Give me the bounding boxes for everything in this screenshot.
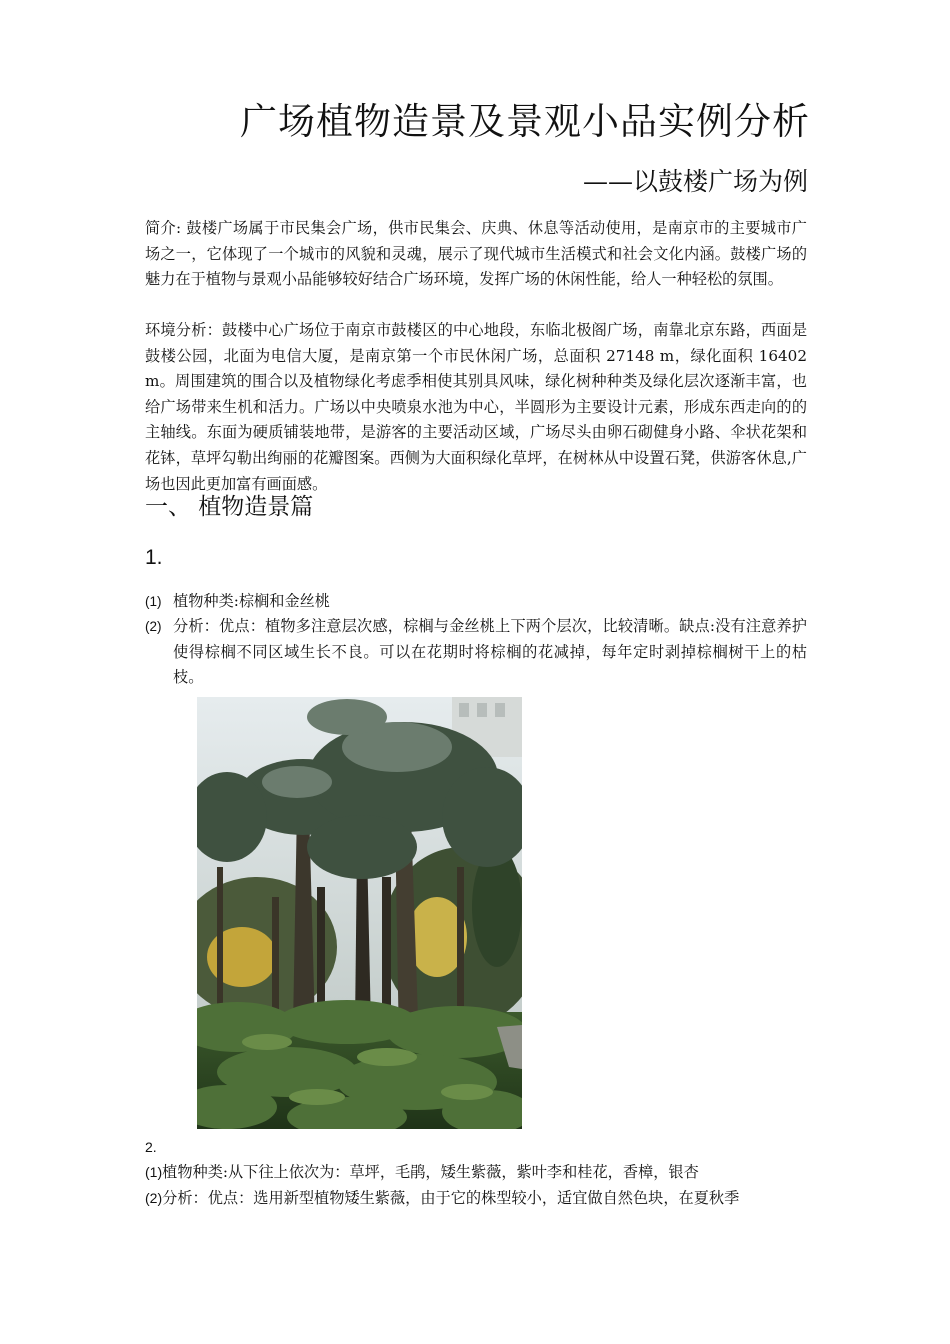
- item-text: 分析：优点：选用新型植物矮生紫薇，由于它的株型较小，适宜做自然色块，在夏秋季: [162, 1189, 740, 1207]
- item-number: (1): [145, 594, 162, 609]
- item-number: (1): [145, 1164, 163, 1180]
- document-subtitle: ——以鼓楼广场为例: [582, 167, 808, 196]
- palm-garden-illustration: [197, 697, 522, 1129]
- section-heading-plants: 一、 植物造景篇: [145, 494, 314, 520]
- item-text: 分析：优点：植物多注意层次感，棕榈与金丝桃上下两个层次，比较清晰。缺点:没有注意养护使得棕榈不同区域生长不良。可以在花期时将棕榈的花减掉，每年定时剥掉棕榈树干上的枯枝。: [173, 617, 807, 687]
- case-1-item-1: [145, 589, 807, 615]
- environment-paragraph: 环境分析：鼓楼中心广场位于南京市鼓楼区的中心地段，东临北极阁广场，南靠北京东路，西面是鼓楼公园，北面为电信大厦，是南京第一个市民休闲广场，总面积 27148 m，绿化面积 16402 m。周围建筑的围合以及植物绿化考虑季相使其别具风味，绿化树种种类及绿化层次逐渐丰富，也给广场带来生机和活力。广场以中央喷泉水池为中心，半圆形为主要设计元素，形成东西走向的的主轴线。东面为硬质铺装地带，是游客的主要活动区域，广场尽头由卵石砌健身小路、伞状花架和花钵，草坪勾勒出绚丽的花瓣图案。西侧为大面积绿化草坪，在树林从中设置石凳，供游客休息,广场也因此更加富有画面感。: [145, 321, 807, 493]
- document-title: 广场植物造景及景观小品实例分析: [240, 100, 810, 143]
- case-1-item-2: [145, 614, 807, 691]
- case-1-number: 1.: [145, 546, 163, 569]
- intro-paragraph: 简介: 鼓楼广场属于市民集会广场，供市民集会、庆典、休息等活动使用，是南京市的主要城市广场之一，它体现了一个城市的风貌和灵魂，展示了现代城市生活模式和社会文化内涵。鼓楼广场的魅力在于植物与景观小品能够较好结合广场环境，发挥广场的休闲性能，给人一种轻松的氛围。: [145, 219, 807, 289]
- item-text: 植物种类:棕榈和金丝桃: [173, 592, 330, 610]
- case-2-line-1: [145, 1160, 807, 1186]
- item-number: (2): [145, 1190, 163, 1206]
- case-2-line-2: [145, 1186, 807, 1212]
- item-number: (2): [145, 619, 162, 634]
- palm-garden-photo: [197, 697, 522, 1129]
- case-2-number: 2.: [145, 1139, 157, 1155]
- item-text: 植物种类:从下往上依次为：草坪，毛鹃，矮生紫薇，紫叶李和桂花，香樟，银杏: [162, 1163, 699, 1181]
